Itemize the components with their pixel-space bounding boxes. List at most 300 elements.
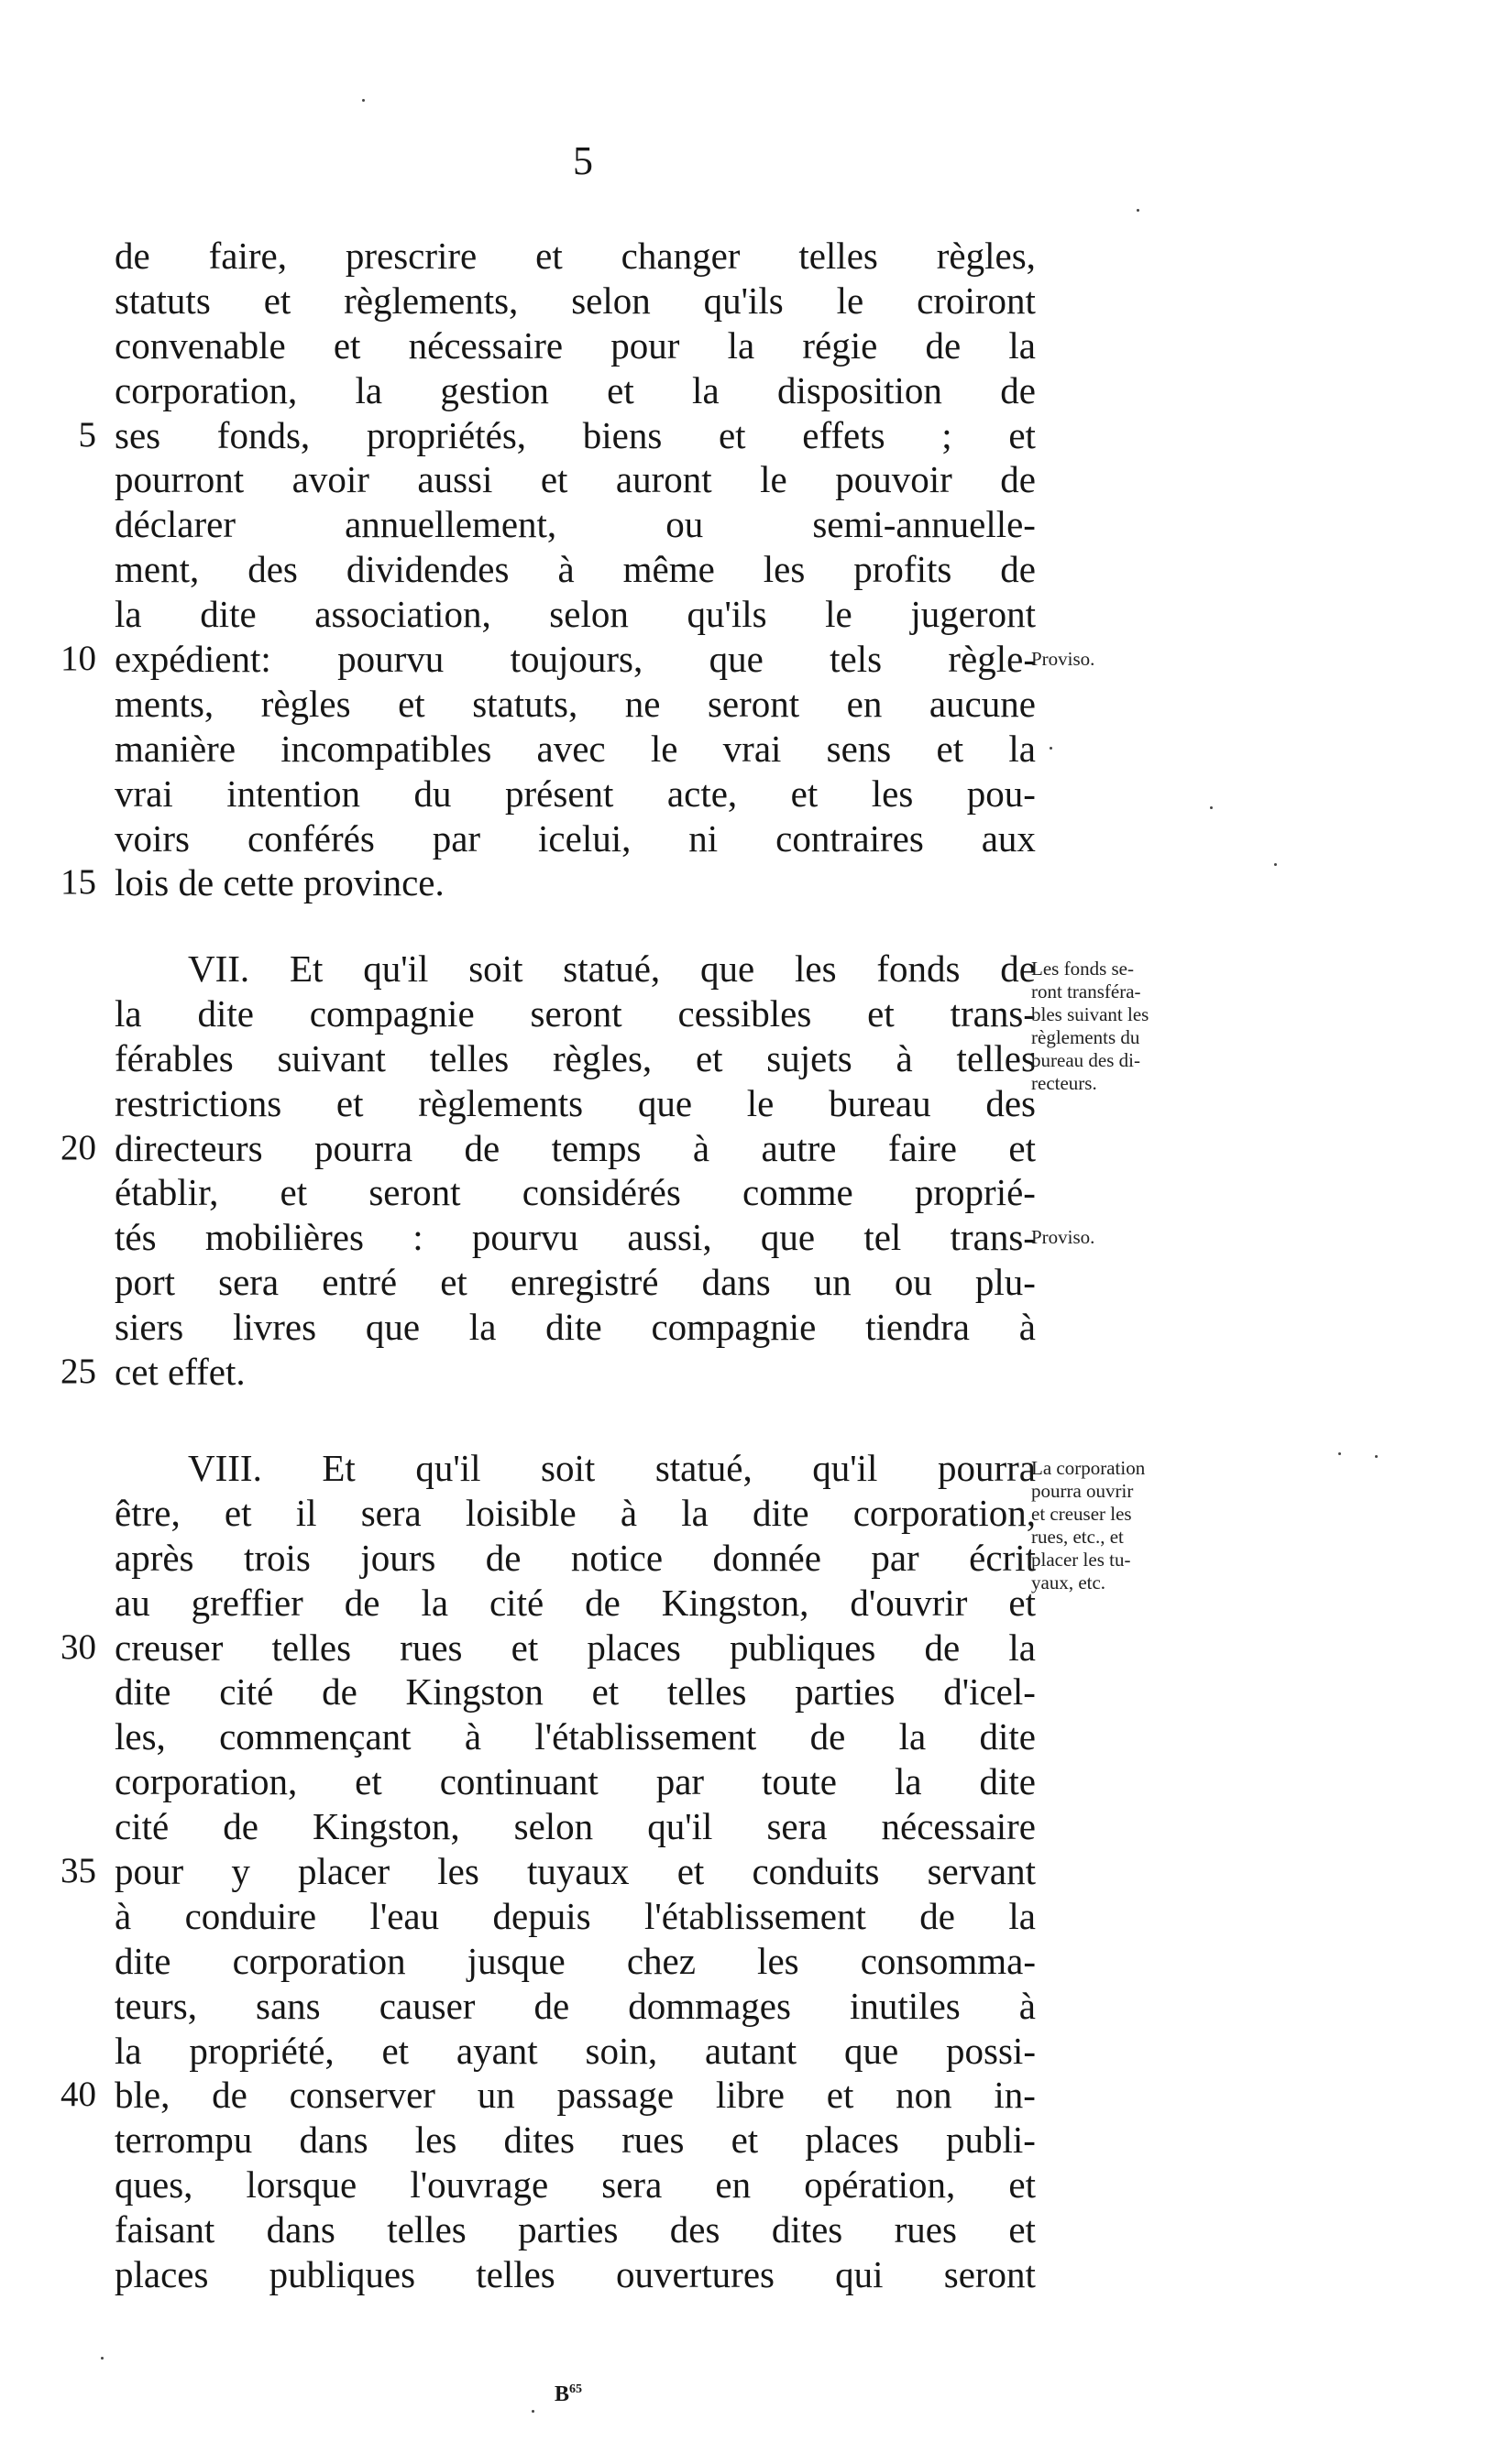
- word: et: [355, 1760, 382, 1803]
- word: terrompu: [115, 2119, 253, 2162]
- margin-note-line: rues, etc., et: [1031, 1526, 1124, 1548]
- word: places: [805, 2119, 899, 2162]
- text-line: [115, 1215, 1036, 1260]
- word: des: [985, 1081, 1036, 1124]
- word: biens: [582, 413, 663, 456]
- word: même: [622, 548, 715, 591]
- word: la: [898, 1715, 927, 1758]
- word: jusque: [467, 1939, 566, 1982]
- word: incompatibles: [280, 727, 492, 770]
- word: corporation: [232, 1939, 406, 1982]
- word: le: [836, 279, 864, 322]
- word: de: [809, 1715, 846, 1758]
- word: compagnie: [309, 991, 475, 1035]
- word: par: [655, 1760, 705, 1803]
- word: suivant: [277, 1036, 386, 1079]
- word: en: [715, 2163, 752, 2207]
- word: icelui,: [538, 816, 632, 860]
- word: cessibles: [677, 991, 812, 1035]
- word: telles: [271, 1626, 352, 1669]
- word: la: [115, 991, 142, 1035]
- print-speck: [1050, 747, 1052, 750]
- word: sens: [826, 727, 892, 770]
- word: sera: [601, 2163, 663, 2207]
- print-speck: [1137, 209, 1139, 212]
- word: servant: [927, 1850, 1036, 1893]
- word: tés: [115, 1216, 157, 1259]
- text-line: [115, 502, 1036, 547]
- word: telles: [666, 1670, 747, 1714]
- print-speck: [1338, 1452, 1341, 1455]
- word: mobilières: [204, 1216, 364, 1259]
- print-speck: [532, 2410, 534, 2413]
- word: propriétés,: [366, 413, 527, 456]
- word: et: [1008, 1126, 1036, 1169]
- word: propriété,: [189, 2029, 335, 2072]
- word: disposition: [776, 368, 942, 411]
- text-line: [115, 1581, 1036, 1626]
- word: et: [335, 1081, 364, 1124]
- word: ayant: [456, 2029, 538, 2072]
- text-line: [60, 1626, 1036, 1670]
- word: trois: [243, 1536, 311, 1579]
- word: conduire: [184, 1894, 317, 1937]
- word: Kingston,: [312, 1805, 460, 1848]
- word: inutiles: [850, 1984, 961, 2027]
- word: greffier: [191, 1581, 303, 1624]
- word: Et: [322, 1447, 356, 1489]
- word: bureau: [829, 1081, 931, 1124]
- word: la: [1008, 1626, 1036, 1669]
- word: parties: [795, 1670, 896, 1714]
- text-line: [115, 234, 1036, 279]
- text-line: [60, 637, 1036, 682]
- word: et: [867, 991, 895, 1035]
- word: acte,: [666, 772, 738, 815]
- word: vrai: [115, 772, 173, 815]
- word: intention: [226, 772, 361, 815]
- word: et: [1008, 1581, 1036, 1624]
- word: la: [727, 323, 755, 367]
- text-line: [115, 1894, 1036, 1939]
- word: et: [381, 2029, 410, 2072]
- line-text: cet effet.: [115, 1351, 246, 1394]
- word: et: [440, 1261, 467, 1304]
- line-number: 5: [78, 414, 96, 454]
- line-number: 25: [60, 1352, 96, 1392]
- word: les: [795, 947, 837, 990]
- word: fonds: [876, 947, 961, 990]
- word: après: [115, 1536, 194, 1579]
- margin-note-line: Proviso.: [1031, 1226, 1095, 1249]
- word: jours: [360, 1536, 436, 1579]
- word: au: [115, 1581, 150, 1624]
- word: aussi,: [627, 1216, 712, 1259]
- word: la: [1008, 323, 1036, 367]
- word: règles,: [553, 1036, 653, 1079]
- word: Et: [289, 947, 324, 990]
- word: pourvu: [337, 638, 445, 681]
- word: dommages: [628, 1984, 791, 2027]
- word: profits: [853, 548, 952, 591]
- word: cité: [115, 1805, 170, 1848]
- word: pourra: [314, 1126, 413, 1169]
- word: dites: [771, 2208, 843, 2251]
- word: cité: [489, 1581, 544, 1624]
- text-line: [115, 279, 1036, 323]
- word: continuant: [439, 1760, 599, 1803]
- word: conférés: [247, 816, 375, 860]
- word: et: [607, 368, 634, 411]
- print-speck: [1210, 806, 1213, 809]
- word: directeurs: [115, 1126, 263, 1169]
- text-line: [115, 1081, 1036, 1126]
- word: association,: [314, 593, 491, 636]
- word: et: [398, 682, 425, 725]
- word: la: [1008, 727, 1036, 770]
- word: Kingston: [405, 1670, 544, 1714]
- word: corporation,: [115, 368, 298, 411]
- word: convenable: [115, 323, 286, 367]
- word: ou: [894, 1261, 932, 1304]
- word: et: [718, 413, 746, 456]
- line-number: 40: [60, 2075, 96, 2115]
- word: soit: [468, 947, 523, 990]
- word: établir,: [115, 1171, 219, 1214]
- word: telles: [387, 2208, 467, 2251]
- word: que: [699, 947, 755, 990]
- line-text: lois de cette province.: [115, 861, 445, 904]
- word: ses: [115, 413, 161, 456]
- word: rues: [621, 2119, 685, 2162]
- word: cité: [219, 1670, 274, 1714]
- text-line: [115, 1536, 1036, 1581]
- word: corporation,: [852, 1491, 1036, 1534]
- word: seront: [707, 682, 800, 725]
- margin-note-line: Proviso.: [1031, 648, 1095, 671]
- word: que: [365, 1306, 421, 1349]
- word: ble,: [115, 2074, 170, 2117]
- word: la: [115, 2029, 142, 2072]
- word: de: [223, 1805, 258, 1848]
- margin-note-line: pourra ouvrir: [1031, 1480, 1134, 1502]
- text-line: [60, 860, 1036, 905]
- word: de: [1000, 947, 1036, 990]
- word: les: [414, 2119, 457, 2162]
- word: tuyaux: [526, 1850, 630, 1893]
- word: selon: [513, 1805, 594, 1848]
- text-line: [115, 1804, 1036, 1849]
- word: par: [432, 816, 481, 860]
- word: dite: [979, 1715, 1036, 1758]
- word: considérés: [522, 1171, 681, 1214]
- page-number: 5: [573, 138, 593, 183]
- text-line: [115, 1170, 1036, 1215]
- text-line: [115, 727, 1036, 772]
- word: tels: [830, 638, 883, 681]
- word: la: [421, 1581, 449, 1624]
- word: et: [263, 279, 291, 322]
- word: autre: [761, 1126, 837, 1169]
- text-line: [115, 1305, 1036, 1350]
- word: semi-annuelle-: [812, 503, 1036, 546]
- word: aux: [981, 816, 1036, 860]
- word: dite: [200, 593, 257, 636]
- word: de: [1000, 368, 1036, 411]
- text-line: [115, 2207, 1036, 2252]
- word: la: [894, 1760, 922, 1803]
- word: d'icel-: [943, 1670, 1036, 1714]
- word: avec: [536, 727, 606, 770]
- word: croiront: [917, 279, 1036, 322]
- word: de: [919, 1894, 955, 1937]
- word: VIII.: [188, 1447, 262, 1489]
- text-line: [60, 1350, 1036, 1395]
- word: les: [757, 1939, 799, 1982]
- word: selon: [571, 279, 651, 322]
- word: de: [322, 1670, 357, 1714]
- word: à: [464, 1715, 482, 1758]
- line-number: 15: [60, 862, 96, 903]
- text-line: [115, 1714, 1036, 1759]
- word: statué,: [654, 1447, 753, 1489]
- word: ments,: [115, 682, 214, 725]
- word: enregistré: [510, 1261, 659, 1304]
- margin-note-line: placer les tu-: [1031, 1549, 1131, 1571]
- word: commençant: [219, 1715, 412, 1758]
- word: :: [412, 1216, 423, 1259]
- word: que: [760, 1216, 816, 1259]
- word: pouvoir: [835, 458, 952, 501]
- word: lorsque: [246, 2163, 357, 2207]
- word: de: [485, 1536, 522, 1579]
- word: sujets: [766, 1036, 852, 1079]
- word: notice: [570, 1536, 664, 1579]
- word: ni: [688, 816, 719, 860]
- word: de: [1000, 548, 1036, 591]
- word: les,: [115, 1715, 166, 1758]
- word: et: [731, 2119, 759, 2162]
- word: ne: [624, 682, 661, 725]
- margin-note-line: La corporation: [1031, 1457, 1146, 1479]
- word: ment,: [115, 548, 200, 591]
- word: expédient:: [115, 638, 271, 681]
- word: qu'il: [363, 947, 429, 990]
- word: aussi: [417, 458, 493, 501]
- text-line: [115, 2029, 1036, 2074]
- word: écrit: [969, 1536, 1036, 1579]
- text-line: [115, 2163, 1036, 2207]
- word: aucune: [929, 682, 1036, 725]
- word: loisible: [465, 1491, 577, 1534]
- word: VII.: [188, 947, 250, 990]
- word: régie: [802, 323, 878, 367]
- word: dites: [503, 2119, 575, 2162]
- text-line: [78, 413, 1036, 458]
- word: faisant: [115, 2208, 215, 2251]
- margin-note-line: Les fonds se-: [1031, 958, 1134, 980]
- word: publiques: [269, 2253, 416, 2296]
- word: temps: [551, 1126, 642, 1169]
- word: port: [115, 1261, 176, 1304]
- word: et: [540, 458, 568, 501]
- text-line: [115, 2252, 1036, 2297]
- word: trans-: [950, 991, 1036, 1035]
- word: l'établissement: [643, 1894, 866, 1937]
- word: conserver: [289, 2074, 435, 2117]
- text-line: [115, 1670, 1036, 1714]
- word: dite: [545, 1306, 602, 1349]
- word: à: [1018, 1306, 1036, 1349]
- word: dite: [753, 1491, 809, 1534]
- word: fonds,: [216, 413, 311, 456]
- word: et: [695, 1036, 723, 1079]
- word: seront: [530, 991, 622, 1035]
- margin-note: [1031, 1457, 1224, 1594]
- word: sera: [766, 1805, 828, 1848]
- word: placer: [297, 1850, 390, 1893]
- text-line: [60, 2073, 1036, 2118]
- word: la: [692, 368, 720, 411]
- word: pourront: [115, 458, 245, 501]
- word: passage: [556, 2074, 675, 2117]
- word: qu'ils: [703, 279, 784, 322]
- word: siers: [115, 1306, 184, 1349]
- word: les: [763, 548, 806, 591]
- word: tiendra: [865, 1306, 970, 1349]
- word: conduits: [752, 1850, 880, 1893]
- text-line: [115, 592, 1036, 637]
- text-line: [60, 1849, 1036, 1894]
- word: nécessaire: [881, 1805, 1036, 1848]
- word: sans: [256, 1984, 321, 2027]
- word: férables: [115, 1036, 234, 1079]
- word: telles: [476, 2253, 555, 2296]
- word: par: [871, 1536, 919, 1579]
- word: libre: [715, 2074, 785, 2117]
- word: et: [535, 235, 563, 277]
- word: statuts: [115, 279, 211, 322]
- word: qu'il: [415, 1447, 481, 1489]
- word: dividendes: [346, 548, 510, 591]
- word: que: [709, 638, 764, 681]
- word: avoir: [291, 458, 369, 501]
- word: places: [587, 1626, 681, 1669]
- word: de: [585, 1581, 621, 1624]
- print-speck: [1375, 1455, 1378, 1458]
- word: et: [333, 323, 361, 367]
- word: statuts,: [472, 682, 578, 725]
- section-viii: [60, 1446, 1146, 2297]
- word: à: [620, 1491, 638, 1534]
- text-line: [115, 1446, 1036, 1491]
- text-line: [115, 1036, 1036, 1081]
- word: de: [115, 235, 150, 277]
- word: dans: [701, 1261, 771, 1304]
- word: ques,: [115, 2163, 193, 2207]
- word: soin,: [585, 2029, 658, 2072]
- word: proprié-: [914, 1171, 1036, 1214]
- word: et: [224, 1491, 252, 1534]
- word: gestion: [440, 368, 549, 411]
- word: que: [637, 1081, 693, 1124]
- word: la: [1008, 1894, 1036, 1937]
- word: d'ouvrir: [850, 1581, 968, 1624]
- word: et: [1008, 2163, 1036, 2207]
- word: qu'ils: [687, 593, 767, 636]
- word: et: [591, 1670, 620, 1714]
- word: y: [231, 1850, 250, 1893]
- word: changer: [621, 235, 741, 277]
- word: le: [650, 727, 678, 770]
- word: statué,: [563, 947, 661, 990]
- word: rues: [894, 2208, 957, 2251]
- word: prescrire: [345, 235, 478, 277]
- word: de: [464, 1126, 500, 1169]
- word: des: [669, 2208, 720, 2251]
- text-line: [115, 1939, 1036, 1984]
- word: publiques: [729, 1626, 876, 1669]
- word: seront: [368, 1171, 461, 1214]
- word: tel: [863, 1216, 902, 1259]
- word: en: [846, 682, 883, 725]
- word: être,: [115, 1491, 181, 1534]
- word: ;: [941, 413, 952, 456]
- text-line: [115, 1984, 1036, 2029]
- word: autant: [704, 2029, 797, 2072]
- word: telles: [956, 1036, 1036, 1079]
- word: la: [115, 593, 142, 636]
- word: faire,: [208, 235, 287, 277]
- text-line: [115, 2118, 1036, 2163]
- word: dite: [979, 1760, 1036, 1803]
- word: l'ouvrage: [410, 2163, 549, 2207]
- word: non: [896, 2074, 952, 2117]
- word: de: [1000, 458, 1036, 501]
- word: à: [115, 1894, 132, 1937]
- margin-note-line: règlements du: [1031, 1026, 1140, 1048]
- text-line: [115, 323, 1036, 368]
- word: effets: [802, 413, 885, 456]
- word: règle-: [948, 638, 1036, 681]
- word: compagnie: [651, 1306, 817, 1349]
- word: de: [924, 1626, 961, 1669]
- margin-note-line: recteurs.: [1031, 1072, 1097, 1094]
- word: et: [1008, 413, 1036, 456]
- word: que: [843, 2029, 899, 2072]
- word: l'établissement: [534, 1715, 757, 1758]
- word: règlements: [418, 1081, 584, 1124]
- line-number: 35: [60, 1851, 96, 1891]
- line-number: 30: [60, 1626, 96, 1667]
- word: contraires: [775, 816, 924, 860]
- margin-note: [1031, 1226, 1224, 1249]
- word: à: [896, 1036, 913, 1079]
- word: dite: [115, 1670, 171, 1714]
- word: Kingston,: [661, 1581, 809, 1624]
- print-speck: [362, 99, 365, 102]
- word: teurs,: [115, 1984, 197, 2027]
- word: livres: [232, 1306, 317, 1349]
- word: qu'il: [812, 1447, 878, 1489]
- word: corporation,: [115, 1760, 298, 1803]
- word: selon: [549, 593, 629, 636]
- word: à: [557, 548, 575, 591]
- margin-note-line: bles suivant les: [1031, 1003, 1149, 1025]
- word: il: [295, 1491, 317, 1534]
- word: auront: [615, 458, 712, 501]
- word: de: [925, 323, 962, 367]
